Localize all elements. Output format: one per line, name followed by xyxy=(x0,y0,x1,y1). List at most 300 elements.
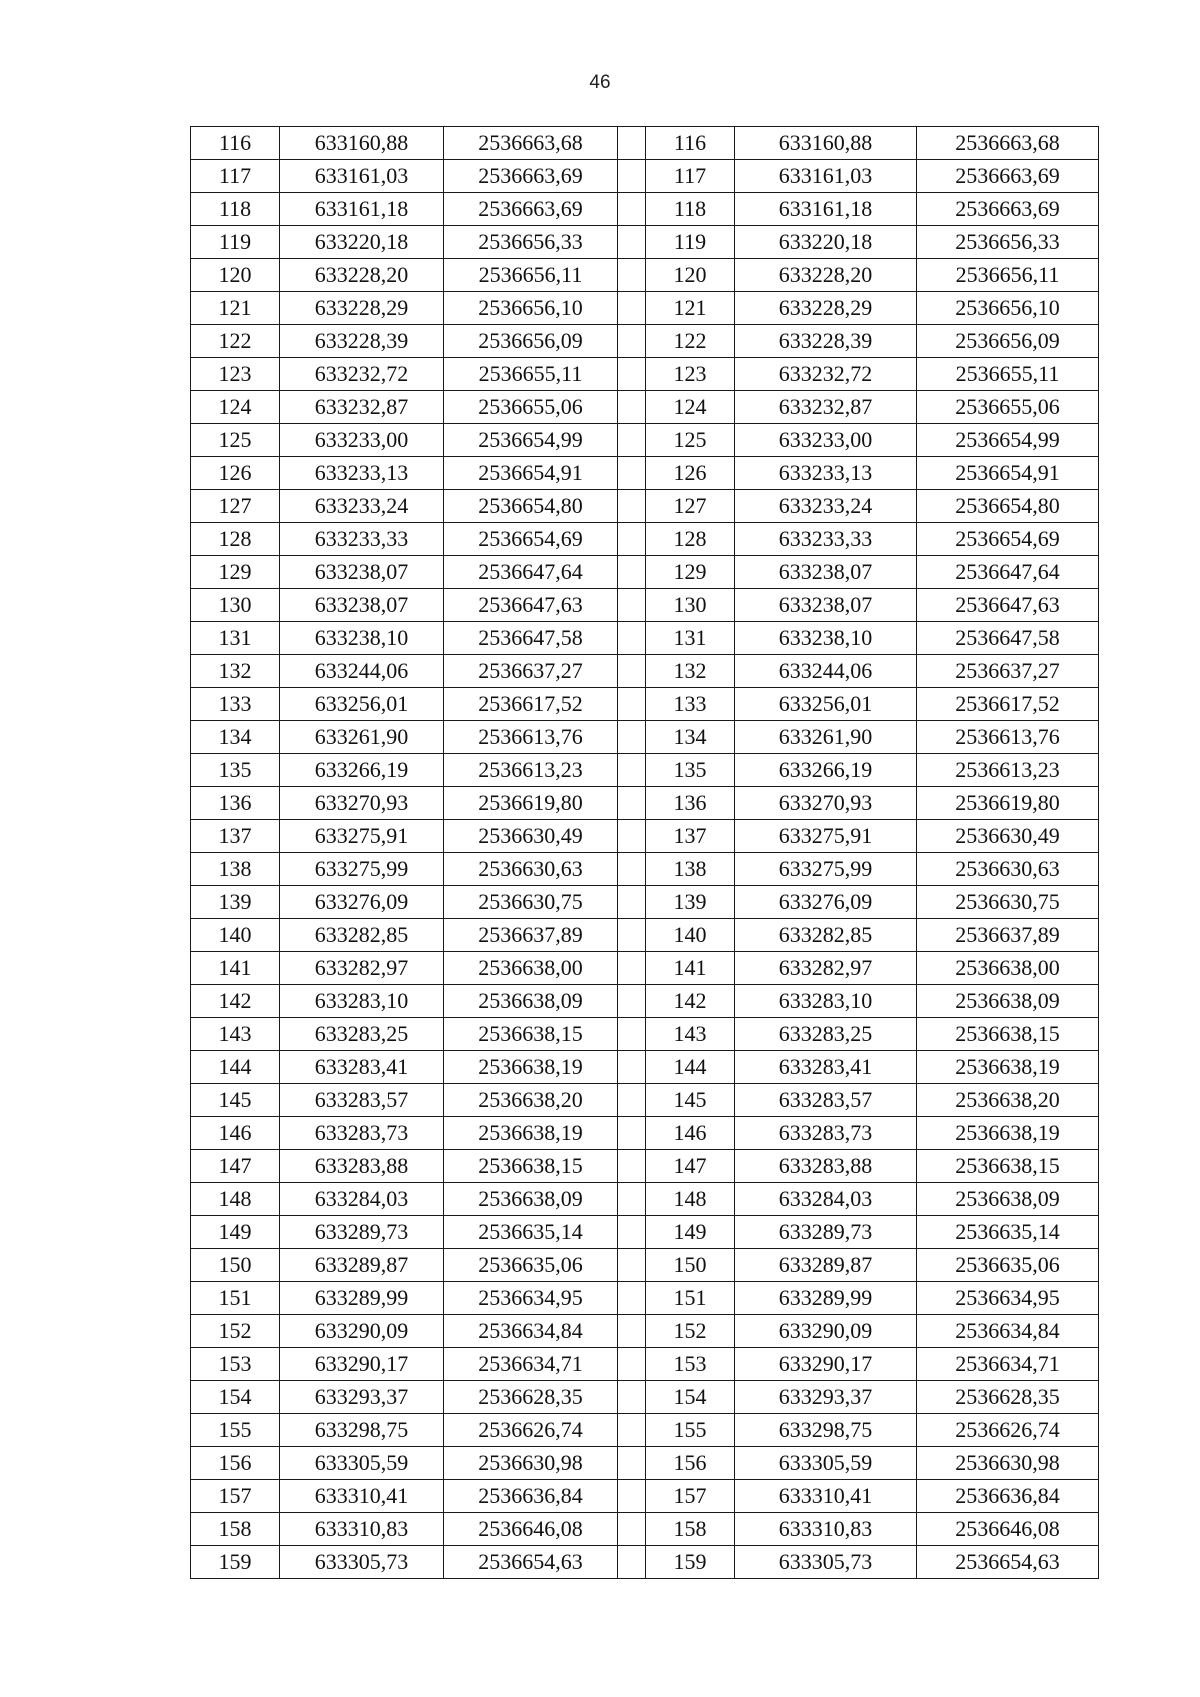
separator-cell xyxy=(618,853,646,886)
point-number-cell: 131 xyxy=(191,622,280,655)
y-coordinate-cell-2: 2536656,09 xyxy=(917,325,1099,358)
point-number-cell-2: 126 xyxy=(646,457,735,490)
table-row xyxy=(191,193,1099,226)
separator-cell xyxy=(618,886,646,919)
x-coordinate-cell-2: 633310,83 xyxy=(735,1513,917,1546)
x-coordinate-cell: 633293,37 xyxy=(280,1381,444,1414)
table-row xyxy=(191,358,1099,391)
x-coordinate-cell-2: 633238,07 xyxy=(735,589,917,622)
point-number-cell-2: 118 xyxy=(646,193,735,226)
y-coordinate-cell-2: 2536628,35 xyxy=(917,1381,1099,1414)
point-number-cell: 124 xyxy=(191,391,280,424)
x-coordinate-cell: 633284,03 xyxy=(280,1183,444,1216)
point-number-cell-2: 157 xyxy=(646,1480,735,1513)
point-number-cell-2: 148 xyxy=(646,1183,735,1216)
x-coordinate-cell: 633283,57 xyxy=(280,1084,444,1117)
y-coordinate-cell: 2536654,99 xyxy=(444,424,618,457)
y-coordinate-cell-2: 2536638,00 xyxy=(917,952,1099,985)
point-number-cell-2: 133 xyxy=(646,688,735,721)
x-coordinate-cell-2: 633282,85 xyxy=(735,919,917,952)
x-coordinate-cell-2: 633256,01 xyxy=(735,688,917,721)
x-coordinate-cell: 633233,13 xyxy=(280,457,444,490)
point-number-cell-2: 121 xyxy=(646,292,735,325)
x-coordinate-cell-2: 633232,72 xyxy=(735,358,917,391)
y-coordinate-cell-2: 2536638,19 xyxy=(917,1117,1099,1150)
separator-cell xyxy=(618,127,646,160)
x-coordinate-cell: 633298,75 xyxy=(280,1414,444,1447)
x-coordinate-cell: 633161,18 xyxy=(280,193,444,226)
x-coordinate-cell: 633228,29 xyxy=(280,292,444,325)
y-coordinate-cell-2: 2536638,15 xyxy=(917,1150,1099,1183)
point-number-cell: 146 xyxy=(191,1117,280,1150)
separator-cell xyxy=(618,787,646,820)
y-coordinate-cell: 2536635,06 xyxy=(444,1249,618,1282)
point-number-cell: 148 xyxy=(191,1183,280,1216)
point-number-cell: 119 xyxy=(191,226,280,259)
y-coordinate-cell: 2536630,63 xyxy=(444,853,618,886)
y-coordinate-cell-2: 2536656,10 xyxy=(917,292,1099,325)
table-row xyxy=(191,1480,1099,1513)
y-coordinate-cell: 2536619,80 xyxy=(444,787,618,820)
point-number-cell-2: 124 xyxy=(646,391,735,424)
separator-cell xyxy=(618,457,646,490)
x-coordinate-cell: 633238,07 xyxy=(280,556,444,589)
y-coordinate-cell: 2536655,06 xyxy=(444,391,618,424)
y-coordinate-cell: 2536637,89 xyxy=(444,919,618,952)
y-coordinate-cell: 2536628,35 xyxy=(444,1381,618,1414)
x-coordinate-cell: 633310,83 xyxy=(280,1513,444,1546)
table-row xyxy=(191,1018,1099,1051)
table-row xyxy=(191,1381,1099,1414)
table-row xyxy=(191,1414,1099,1447)
point-number-cell: 136 xyxy=(191,787,280,820)
x-coordinate-cell: 633275,99 xyxy=(280,853,444,886)
point-number-cell-2: 140 xyxy=(646,919,735,952)
y-coordinate-cell-2: 2536654,63 xyxy=(917,1546,1099,1579)
x-coordinate-cell: 633289,73 xyxy=(280,1216,444,1249)
table-row xyxy=(191,1183,1099,1216)
x-coordinate-cell: 633270,93 xyxy=(280,787,444,820)
x-coordinate-cell-2: 633283,41 xyxy=(735,1051,917,1084)
x-coordinate-cell: 633244,06 xyxy=(280,655,444,688)
y-coordinate-cell: 2536647,58 xyxy=(444,622,618,655)
x-coordinate-cell: 633290,09 xyxy=(280,1315,444,1348)
y-coordinate-cell-2: 2536619,80 xyxy=(917,787,1099,820)
y-coordinate-cell: 2536647,64 xyxy=(444,556,618,589)
point-number-cell: 157 xyxy=(191,1480,280,1513)
y-coordinate-cell: 2536663,69 xyxy=(444,193,618,226)
point-number-cell: 149 xyxy=(191,1216,280,1249)
point-number-cell: 125 xyxy=(191,424,280,457)
point-number-cell: 129 xyxy=(191,556,280,589)
table-row xyxy=(191,1348,1099,1381)
table-row xyxy=(191,391,1099,424)
y-coordinate-cell-2: 2536634,95 xyxy=(917,1282,1099,1315)
x-coordinate-cell-2: 633228,29 xyxy=(735,292,917,325)
table-row xyxy=(191,1315,1099,1348)
x-coordinate-cell: 633233,33 xyxy=(280,523,444,556)
separator-cell xyxy=(618,622,646,655)
separator-cell xyxy=(618,688,646,721)
x-coordinate-cell: 633283,88 xyxy=(280,1150,444,1183)
y-coordinate-cell-2: 2536654,80 xyxy=(917,490,1099,523)
y-coordinate-cell-2: 2536626,74 xyxy=(917,1414,1099,1447)
x-coordinate-cell-2: 633305,73 xyxy=(735,1546,917,1579)
x-coordinate-cell: 633282,97 xyxy=(280,952,444,985)
table-row xyxy=(191,523,1099,556)
x-coordinate-cell-2: 633289,99 xyxy=(735,1282,917,1315)
y-coordinate-cell-2: 2536663,69 xyxy=(917,193,1099,226)
separator-cell xyxy=(618,985,646,1018)
point-number-cell-2: 132 xyxy=(646,655,735,688)
point-number-cell: 155 xyxy=(191,1414,280,1447)
x-coordinate-cell: 633233,24 xyxy=(280,490,444,523)
y-coordinate-cell-2: 2536613,23 xyxy=(917,754,1099,787)
y-coordinate-cell-2: 2536630,63 xyxy=(917,853,1099,886)
x-coordinate-cell-2: 633161,18 xyxy=(735,193,917,226)
point-number-cell-2: 159 xyxy=(646,1546,735,1579)
point-number-cell: 132 xyxy=(191,655,280,688)
separator-cell xyxy=(618,1315,646,1348)
y-coordinate-cell: 2536638,15 xyxy=(444,1018,618,1051)
x-coordinate-cell: 633261,90 xyxy=(280,721,444,754)
table-row xyxy=(191,490,1099,523)
point-number-cell: 150 xyxy=(191,1249,280,1282)
table-row xyxy=(191,919,1099,952)
y-coordinate-cell-2: 2536647,64 xyxy=(917,556,1099,589)
point-number-cell: 128 xyxy=(191,523,280,556)
y-coordinate-cell-2: 2536630,49 xyxy=(917,820,1099,853)
y-coordinate-cell: 2536613,23 xyxy=(444,754,618,787)
x-coordinate-cell-2: 633233,24 xyxy=(735,490,917,523)
y-coordinate-cell: 2536656,10 xyxy=(444,292,618,325)
y-coordinate-cell-2: 2536654,69 xyxy=(917,523,1099,556)
table-row xyxy=(191,1249,1099,1282)
point-number-cell: 153 xyxy=(191,1348,280,1381)
table-row xyxy=(191,952,1099,985)
point-number-cell: 121 xyxy=(191,292,280,325)
separator-cell xyxy=(618,226,646,259)
point-number-cell-2: 143 xyxy=(646,1018,735,1051)
point-number-cell: 134 xyxy=(191,721,280,754)
point-number-cell: 137 xyxy=(191,820,280,853)
x-coordinate-cell-2: 633289,73 xyxy=(735,1216,917,1249)
point-number-cell: 147 xyxy=(191,1150,280,1183)
table-row xyxy=(191,1216,1099,1249)
table-row xyxy=(191,622,1099,655)
x-coordinate-cell-2: 633228,20 xyxy=(735,259,917,292)
x-coordinate-cell-2: 633283,57 xyxy=(735,1084,917,1117)
x-coordinate-cell-2: 633228,39 xyxy=(735,325,917,358)
separator-cell xyxy=(618,589,646,622)
point-number-cell-2: 116 xyxy=(646,127,735,160)
table-row xyxy=(191,688,1099,721)
separator-cell xyxy=(618,1381,646,1414)
y-coordinate-cell: 2536613,76 xyxy=(444,721,618,754)
table-row xyxy=(191,424,1099,457)
x-coordinate-cell: 633161,03 xyxy=(280,160,444,193)
point-number-cell-2: 135 xyxy=(646,754,735,787)
table-row xyxy=(191,1447,1099,1480)
point-number-cell: 130 xyxy=(191,589,280,622)
x-coordinate-cell-2: 633276,09 xyxy=(735,886,917,919)
x-coordinate-cell: 633160,88 xyxy=(280,127,444,160)
separator-cell xyxy=(618,952,646,985)
table-row xyxy=(191,325,1099,358)
y-coordinate-cell: 2536638,09 xyxy=(444,985,618,1018)
x-coordinate-cell: 633238,07 xyxy=(280,589,444,622)
separator-cell xyxy=(618,358,646,391)
point-number-cell: 145 xyxy=(191,1084,280,1117)
separator-cell xyxy=(618,259,646,292)
point-number-cell-2: 117 xyxy=(646,160,735,193)
point-number-cell: 159 xyxy=(191,1546,280,1579)
separator-cell xyxy=(618,1216,646,1249)
separator-cell xyxy=(618,424,646,457)
separator-cell xyxy=(618,523,646,556)
x-coordinate-cell: 633275,91 xyxy=(280,820,444,853)
separator-cell xyxy=(618,1051,646,1084)
separator-cell xyxy=(618,1018,646,1051)
x-coordinate-cell-2: 633290,17 xyxy=(735,1348,917,1381)
point-number-cell-2: 144 xyxy=(646,1051,735,1084)
x-coordinate-cell: 633232,72 xyxy=(280,358,444,391)
table-row xyxy=(191,1282,1099,1315)
y-coordinate-cell: 2536656,33 xyxy=(444,226,618,259)
y-coordinate-cell: 2536654,80 xyxy=(444,490,618,523)
table-row xyxy=(191,820,1099,853)
point-number-cell: 139 xyxy=(191,886,280,919)
y-coordinate-cell-2: 2536638,19 xyxy=(917,1051,1099,1084)
point-number-cell-2: 125 xyxy=(646,424,735,457)
table-row xyxy=(191,160,1099,193)
point-number-cell: 140 xyxy=(191,919,280,952)
point-number-cell: 135 xyxy=(191,754,280,787)
x-coordinate-cell-2: 633275,91 xyxy=(735,820,917,853)
table-row xyxy=(191,1513,1099,1546)
y-coordinate-cell-2: 2536656,33 xyxy=(917,226,1099,259)
y-coordinate-cell-2: 2536634,84 xyxy=(917,1315,1099,1348)
y-coordinate-cell: 2536655,11 xyxy=(444,358,618,391)
y-coordinate-cell-2: 2536635,14 xyxy=(917,1216,1099,1249)
table-row xyxy=(191,1117,1099,1150)
separator-cell xyxy=(618,919,646,952)
table-row xyxy=(191,457,1099,490)
point-number-cell: 127 xyxy=(191,490,280,523)
separator-cell xyxy=(618,1348,646,1381)
y-coordinate-cell-2: 2536636,84 xyxy=(917,1480,1099,1513)
x-coordinate-cell-2: 633305,59 xyxy=(735,1447,917,1480)
point-number-cell: 141 xyxy=(191,952,280,985)
y-coordinate-cell-2: 2536654,99 xyxy=(917,424,1099,457)
x-coordinate-cell-2: 633290,09 xyxy=(735,1315,917,1348)
y-coordinate-cell-2: 2536630,98 xyxy=(917,1447,1099,1480)
x-coordinate-cell: 633233,00 xyxy=(280,424,444,457)
point-number-cell-2: 151 xyxy=(646,1282,735,1315)
x-coordinate-cell: 633228,39 xyxy=(280,325,444,358)
point-number-cell-2: 127 xyxy=(646,490,735,523)
point-number-cell-2: 122 xyxy=(646,325,735,358)
point-number-cell-2: 150 xyxy=(646,1249,735,1282)
separator-cell xyxy=(618,1414,646,1447)
x-coordinate-cell: 633310,41 xyxy=(280,1480,444,1513)
table-row xyxy=(191,1051,1099,1084)
separator-cell xyxy=(618,490,646,523)
separator-cell xyxy=(618,1249,646,1282)
x-coordinate-cell-2: 633289,87 xyxy=(735,1249,917,1282)
separator-cell xyxy=(618,1513,646,1546)
x-coordinate-cell-2: 633284,03 xyxy=(735,1183,917,1216)
y-coordinate-cell-2: 2536630,75 xyxy=(917,886,1099,919)
point-number-cell: 118 xyxy=(191,193,280,226)
y-coordinate-cell: 2536630,98 xyxy=(444,1447,618,1480)
y-coordinate-cell: 2536647,63 xyxy=(444,589,618,622)
table-row xyxy=(191,787,1099,820)
x-coordinate-cell-2: 633310,41 xyxy=(735,1480,917,1513)
x-coordinate-cell-2: 633270,93 xyxy=(735,787,917,820)
y-coordinate-cell: 2536638,19 xyxy=(444,1051,618,1084)
x-coordinate-cell: 633283,41 xyxy=(280,1051,444,1084)
y-coordinate-cell: 2536638,09 xyxy=(444,1183,618,1216)
table-row xyxy=(191,853,1099,886)
y-coordinate-cell-2: 2536613,76 xyxy=(917,721,1099,754)
point-number-cell: 144 xyxy=(191,1051,280,1084)
point-number-cell-2: 136 xyxy=(646,787,735,820)
y-coordinate-cell: 2536636,84 xyxy=(444,1480,618,1513)
separator-cell xyxy=(618,721,646,754)
x-coordinate-cell: 633289,87 xyxy=(280,1249,444,1282)
separator-cell xyxy=(618,754,646,787)
x-coordinate-cell-2: 633298,75 xyxy=(735,1414,917,1447)
point-number-cell-2: 158 xyxy=(646,1513,735,1546)
y-coordinate-cell: 2536635,14 xyxy=(444,1216,618,1249)
x-coordinate-cell-2: 633293,37 xyxy=(735,1381,917,1414)
point-number-cell: 143 xyxy=(191,1018,280,1051)
y-coordinate-cell-2: 2536663,68 xyxy=(917,127,1099,160)
x-coordinate-cell: 633283,10 xyxy=(280,985,444,1018)
point-number-cell-2: 129 xyxy=(646,556,735,589)
x-coordinate-cell-2: 633233,00 xyxy=(735,424,917,457)
y-coordinate-cell: 2536656,11 xyxy=(444,259,618,292)
x-coordinate-cell-2: 633283,88 xyxy=(735,1150,917,1183)
x-coordinate-cell: 633228,20 xyxy=(280,259,444,292)
separator-cell xyxy=(618,1480,646,1513)
table-row xyxy=(191,1084,1099,1117)
x-coordinate-cell-2: 633238,10 xyxy=(735,622,917,655)
separator-cell xyxy=(618,820,646,853)
y-coordinate-cell: 2536634,84 xyxy=(444,1315,618,1348)
separator-cell xyxy=(618,1150,646,1183)
separator-cell xyxy=(618,391,646,424)
table-row xyxy=(191,226,1099,259)
point-number-cell-2: 155 xyxy=(646,1414,735,1447)
x-coordinate-cell-2: 633283,10 xyxy=(735,985,917,1018)
point-number-cell-2: 123 xyxy=(646,358,735,391)
point-number-cell-2: 152 xyxy=(646,1315,735,1348)
separator-cell xyxy=(618,1282,646,1315)
point-number-cell: 117 xyxy=(191,160,280,193)
y-coordinate-cell: 2536638,00 xyxy=(444,952,618,985)
x-coordinate-cell: 633305,73 xyxy=(280,1546,444,1579)
y-coordinate-cell: 2536626,74 xyxy=(444,1414,618,1447)
table-row xyxy=(191,886,1099,919)
point-number-cell-2: 146 xyxy=(646,1117,735,1150)
x-coordinate-cell: 633282,85 xyxy=(280,919,444,952)
point-number-cell: 133 xyxy=(191,688,280,721)
y-coordinate-cell: 2536654,63 xyxy=(444,1546,618,1579)
y-coordinate-cell: 2536654,91 xyxy=(444,457,618,490)
separator-cell xyxy=(618,160,646,193)
point-number-cell-2: 130 xyxy=(646,589,735,622)
y-coordinate-cell-2: 2536638,20 xyxy=(917,1084,1099,1117)
y-coordinate-cell: 2536663,69 xyxy=(444,160,618,193)
separator-cell xyxy=(618,1183,646,1216)
y-coordinate-cell: 2536634,71 xyxy=(444,1348,618,1381)
y-coordinate-cell: 2536638,20 xyxy=(444,1084,618,1117)
point-number-cell-2: 141 xyxy=(646,952,735,985)
x-coordinate-cell-2: 633161,03 xyxy=(735,160,917,193)
x-coordinate-cell: 633266,19 xyxy=(280,754,444,787)
y-coordinate-cell-2: 2536646,08 xyxy=(917,1513,1099,1546)
y-coordinate-cell-2: 2536647,63 xyxy=(917,589,1099,622)
y-coordinate-cell-2: 2536655,06 xyxy=(917,391,1099,424)
separator-cell xyxy=(618,1117,646,1150)
table-row xyxy=(191,985,1099,1018)
y-coordinate-cell: 2536656,09 xyxy=(444,325,618,358)
y-coordinate-cell-2: 2536635,06 xyxy=(917,1249,1099,1282)
point-number-cell-2: 142 xyxy=(646,985,735,1018)
point-number-cell-2: 154 xyxy=(646,1381,735,1414)
x-coordinate-cell: 633276,09 xyxy=(280,886,444,919)
point-number-cell-2: 156 xyxy=(646,1447,735,1480)
table-row xyxy=(191,655,1099,688)
x-coordinate-cell: 633283,25 xyxy=(280,1018,444,1051)
table-row xyxy=(191,556,1099,589)
table-row xyxy=(191,292,1099,325)
coordinates-table-body xyxy=(191,127,1099,1579)
y-coordinate-cell: 2536634,95 xyxy=(444,1282,618,1315)
y-coordinate-cell: 2536617,52 xyxy=(444,688,618,721)
point-number-cell-2: 128 xyxy=(646,523,735,556)
point-number-cell: 123 xyxy=(191,358,280,391)
x-coordinate-cell-2: 633266,19 xyxy=(735,754,917,787)
separator-cell xyxy=(618,1084,646,1117)
y-coordinate-cell-2: 2536655,11 xyxy=(917,358,1099,391)
y-coordinate-cell: 2536646,08 xyxy=(444,1513,618,1546)
y-coordinate-cell-2: 2536638,09 xyxy=(917,1183,1099,1216)
point-number-cell: 116 xyxy=(191,127,280,160)
x-coordinate-cell: 633220,18 xyxy=(280,226,444,259)
separator-cell xyxy=(618,556,646,589)
x-coordinate-cell: 633290,17 xyxy=(280,1348,444,1381)
x-coordinate-cell-2: 633232,87 xyxy=(735,391,917,424)
x-coordinate-cell-2: 633238,07 xyxy=(735,556,917,589)
separator-cell xyxy=(618,1546,646,1579)
table-row xyxy=(191,589,1099,622)
point-number-cell-2: 120 xyxy=(646,259,735,292)
point-number-cell: 151 xyxy=(191,1282,280,1315)
x-coordinate-cell: 633305,59 xyxy=(280,1447,444,1480)
point-number-cell-2: 137 xyxy=(646,820,735,853)
x-coordinate-cell: 633289,99 xyxy=(280,1282,444,1315)
point-number-cell: 142 xyxy=(191,985,280,1018)
y-coordinate-cell: 2536663,68 xyxy=(444,127,618,160)
point-number-cell: 122 xyxy=(191,325,280,358)
x-coordinate-cell-2: 633233,13 xyxy=(735,457,917,490)
x-coordinate-cell-2: 633244,06 xyxy=(735,655,917,688)
separator-cell xyxy=(618,292,646,325)
x-coordinate-cell: 633232,87 xyxy=(280,391,444,424)
